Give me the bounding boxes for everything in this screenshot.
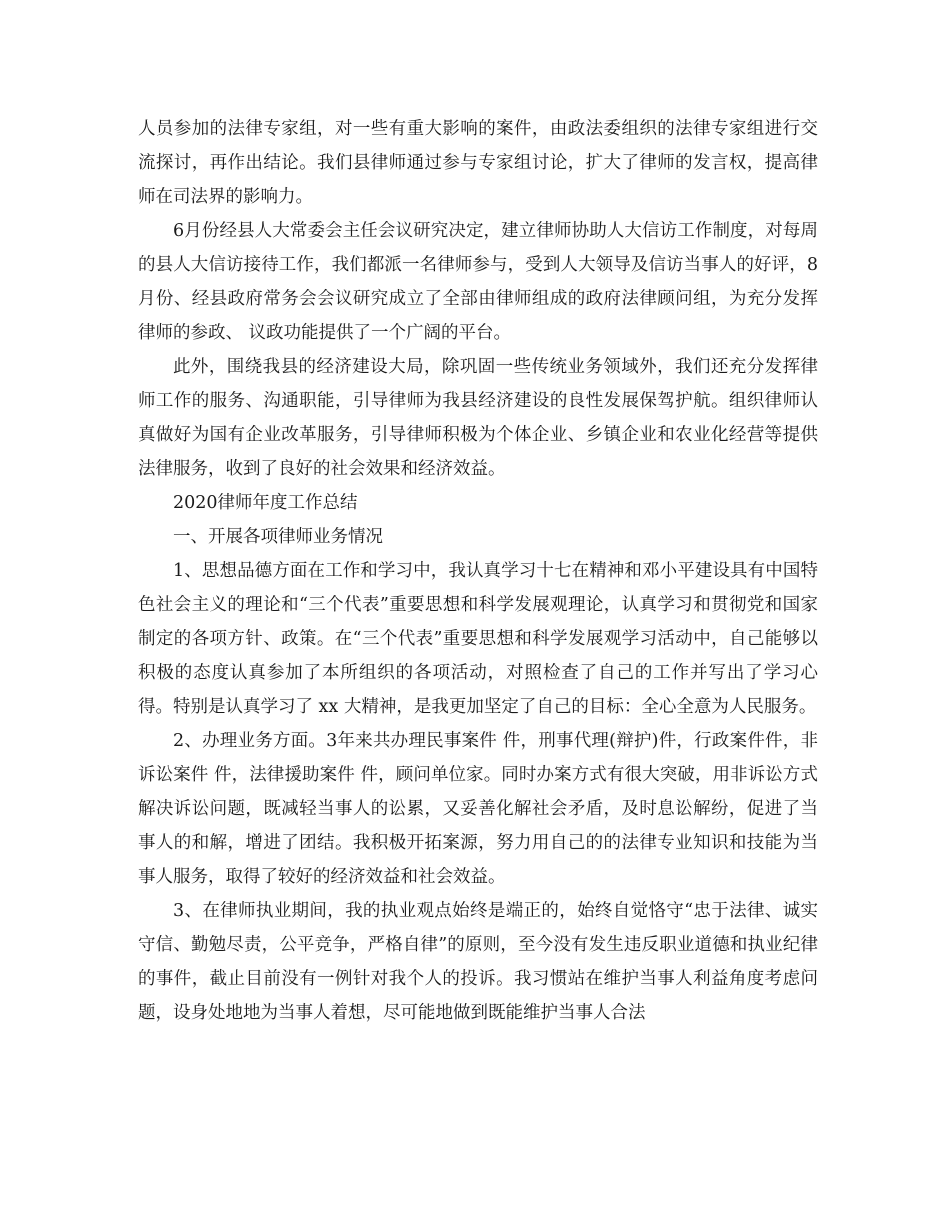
section-title: 2020律师年度工作总结 (173, 493, 358, 513)
section-heading-business: 一、开展各项律师业务情况 (173, 527, 383, 547)
paragraph-npc-petition: 6月份经县人大常委会主任会议研究决定，建立律师协助人大信访工作制度，对每周的县人大信访接待工作，我们都派一名律师参与，受到人大领导及信访当事人的好评，8月份、经县政府常务会会议研究成立了全部由律师组成的政府法律顾问组，为充分发挥律师的参政、 议政功能提供了一个广阔的平台。 (138, 221, 818, 343)
paragraph-economic-services: 此外，围绕我县的经济建设大局，除巩固一些传统业务领域外，我们还充分发挥律师工作的服务、沟通职能，引导律师为我县经济建设的良性发展保驾护航。组织律师认真做好为国有企业改革服务，引导律师积极为个体企业、乡镇企业和农业化经营等提供法律服务，收到了良好的社会效果和经济效益。 (138, 357, 818, 479)
paragraph-legal-expert-group: 人员参加的法律专家组，对一些有重大影响的案件，由政法委组织的法律专家组进行交流探讨，再作出结论。我们县律师通过参与专家组讨论，扩大了律师的发言权，提高律师在司法界的影响力。 (138, 119, 818, 207)
paragraph-case-handling: 2、办理业务方面。3年来共办理民事案件 件，刑事代理(辩护)件，行政案件件，非诉讼案件 件，法律援助案件 件，顾问单位家。同时办案方式有很大突破，用非诉讼方式解决诉讼问题，既减轻当事人的讼累，又妥善化解社会矛盾，及时息讼解纷，促进了当事人的和解，增进了团结。我积极开拓案源，努力用自己的的法律专业知识和技能为当事人服务，取得了较好的经济效益和社会效益。 (138, 731, 818, 887)
document-body (138, 112, 818, 1030)
paragraph-professional-ethics: 3、在律师执业期间，我的执业观点始终是端正的，始终自觉恪守“忠于法律、诚实守信、勤勉尽责，公平竞争，严格自律”的原则，至今没有发生违反职业道德和执业纪律的事件，截止目前没有一例针对我个人的投诉。我习惯站在维护当事人利益角度考虑问题，设身处地地为当事人着想，尽可能地做到既能维护当事人合法 (138, 901, 818, 1023)
paragraph-ideology: 1、思想品德方面在工作和学习中，我认真学习十七在精神和邓小平建设具有中国特色社会主义的理论和“三个代表”重要思想和科学发展观理论，认真学习和贯彻党和国家制定的各项方针、政策。在“三个代表”重要思想和科学发展观学习活动中，自己能够以积极的态度认真参加了本所组织的各项活动，对照检查了自己的工作并写出了学习心得。特别是认真学习了 xx 大精神，是我更加坚定了自己的目标：全心全意为人民服务。 (138, 561, 818, 717)
